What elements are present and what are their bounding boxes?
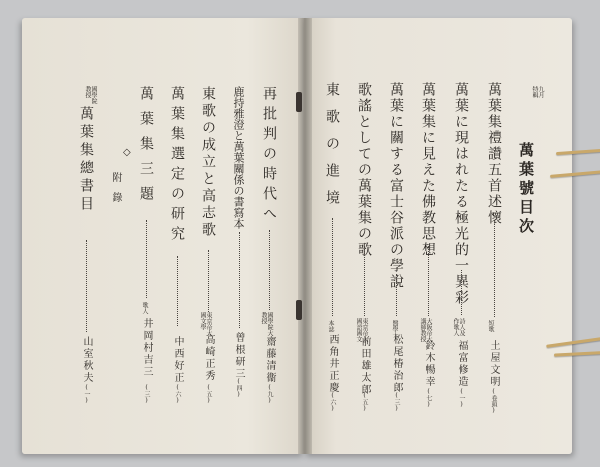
toc-entry-note xyxy=(452,318,464,336)
appendix-note xyxy=(84,86,96,104)
dotted-leader xyxy=(364,246,365,316)
toc-entry-title: 萬葉集禮讚五首述懷 xyxy=(486,82,502,226)
dotted-leader xyxy=(208,250,209,312)
note-line: 詩人及 xyxy=(458,318,465,336)
dotted-leader xyxy=(146,220,147,298)
note-line: 國語國文 xyxy=(355,318,362,342)
toc-entry-note xyxy=(260,312,272,336)
toc-entry-author: 曾根研三 xyxy=(233,332,244,380)
toc-entry-author: 松尾椿治郎 xyxy=(391,334,402,394)
toc-entry-page: (七) xyxy=(425,388,432,408)
toc-entry-author: 土屋文明 xyxy=(488,340,499,388)
toc-entry-page: (九) xyxy=(266,384,273,404)
toc-entry-author: 西角井正慶 xyxy=(327,334,338,394)
toc-entry-note xyxy=(487,320,493,332)
dotted-leader xyxy=(177,256,178,326)
issue-note-line: 特輯 xyxy=(531,86,538,98)
note-line: 國學院大 xyxy=(266,312,273,336)
diamond-ornament: ◇ xyxy=(123,147,131,158)
toc-entry-title: 歌謠としての萬葉集の歌 xyxy=(356,82,372,258)
toc-entry-note xyxy=(141,302,147,314)
note-line: 國文學 xyxy=(199,312,206,330)
left-page xyxy=(22,18,304,454)
note-line: 講師教授 xyxy=(419,318,426,342)
toc-heading: 萬葉號目次 xyxy=(517,142,535,237)
appendix-author: 山室秋夫 xyxy=(81,336,92,384)
dotted-leader xyxy=(332,218,333,316)
toc-entry-title: 再批判の時代へ xyxy=(261,86,277,226)
toc-entry-page: (三) xyxy=(393,392,400,412)
dotted-leader xyxy=(269,230,270,310)
toc-entry-page: (六) xyxy=(329,392,336,412)
note-line: 短歌 xyxy=(487,320,494,332)
issue-note-line: 九月 xyxy=(537,86,544,98)
issue-note xyxy=(531,86,543,98)
toc-entry-page: (五) xyxy=(205,384,212,404)
toc-entry-title: 萬葉に現はれたる極光的一異彩 xyxy=(453,82,469,306)
appendix-label: 附錄 xyxy=(110,172,121,212)
note-line: 歌人 xyxy=(141,302,148,314)
toc-entry-author: 福富修造 xyxy=(456,340,467,388)
note-line: 醫學士 xyxy=(391,320,398,338)
toc-entry-page: (卷頭) xyxy=(490,388,497,414)
toc-entry-page: (一) xyxy=(458,388,465,408)
toc-entry-page: (三) xyxy=(143,384,150,404)
staple-upper xyxy=(296,92,302,112)
toc-entry-title: 萬葉集選定の研究 xyxy=(169,86,185,246)
toc-entry-title: 萬葉に關する富士谷派の學說 xyxy=(388,82,404,290)
dotted-leader xyxy=(396,274,397,316)
toc-entry-note xyxy=(199,312,211,336)
toc-entry-author: 齋藤清衞 xyxy=(264,336,275,384)
toc-entry-author: 井岡村吉三 xyxy=(141,318,152,378)
dotted-leader xyxy=(461,270,462,315)
dotted-leader xyxy=(239,232,240,328)
dotted-leader xyxy=(494,222,495,317)
dotted-leader xyxy=(86,240,87,332)
toc-entry-author: 中西好正 xyxy=(172,336,183,384)
toc-entry-page: (四) xyxy=(235,378,242,398)
appendix-page: (一) xyxy=(83,384,90,404)
note-line: 教授 xyxy=(260,312,267,324)
note-line: 教授 xyxy=(84,86,91,98)
dotted-leader xyxy=(428,246,429,316)
toc-entry-author: 鈴木暢幸 xyxy=(423,340,434,388)
note-line: 國學院 xyxy=(90,86,97,104)
note-line: 大阪帝大 xyxy=(425,318,432,342)
toc-entry-title: 萬葉集に見えた佛教思想 xyxy=(420,82,436,258)
toc-entry-author: 前田雄太郎 xyxy=(359,336,370,396)
appendix-title: 萬葉集總書目 xyxy=(78,106,94,214)
note-line: 東京帝大 xyxy=(205,312,212,336)
staple-lower xyxy=(296,300,302,320)
toc-entry-title: 東歌の進境 xyxy=(324,82,340,217)
toc-entry-note xyxy=(419,318,431,342)
note-line: 東京帝大 xyxy=(361,318,368,342)
toc-entry-title: 東歌の成立と高志歌 xyxy=(200,86,216,239)
toc-entry-page: (六) xyxy=(174,384,181,404)
toc-entry-author: 高崎正秀 xyxy=(203,334,214,382)
book-gutter xyxy=(298,18,312,454)
note-line: 作歌人 xyxy=(452,318,459,336)
toc-entry-page: (五) xyxy=(361,392,368,412)
toc-entry-title: 鹿持雅澄と萬葉關係の書寫本 xyxy=(232,86,245,229)
note-line: 本誌 xyxy=(327,320,334,332)
toc-entry-note xyxy=(327,320,333,332)
toc-entry-title: 萬葉集三題 xyxy=(138,86,154,211)
